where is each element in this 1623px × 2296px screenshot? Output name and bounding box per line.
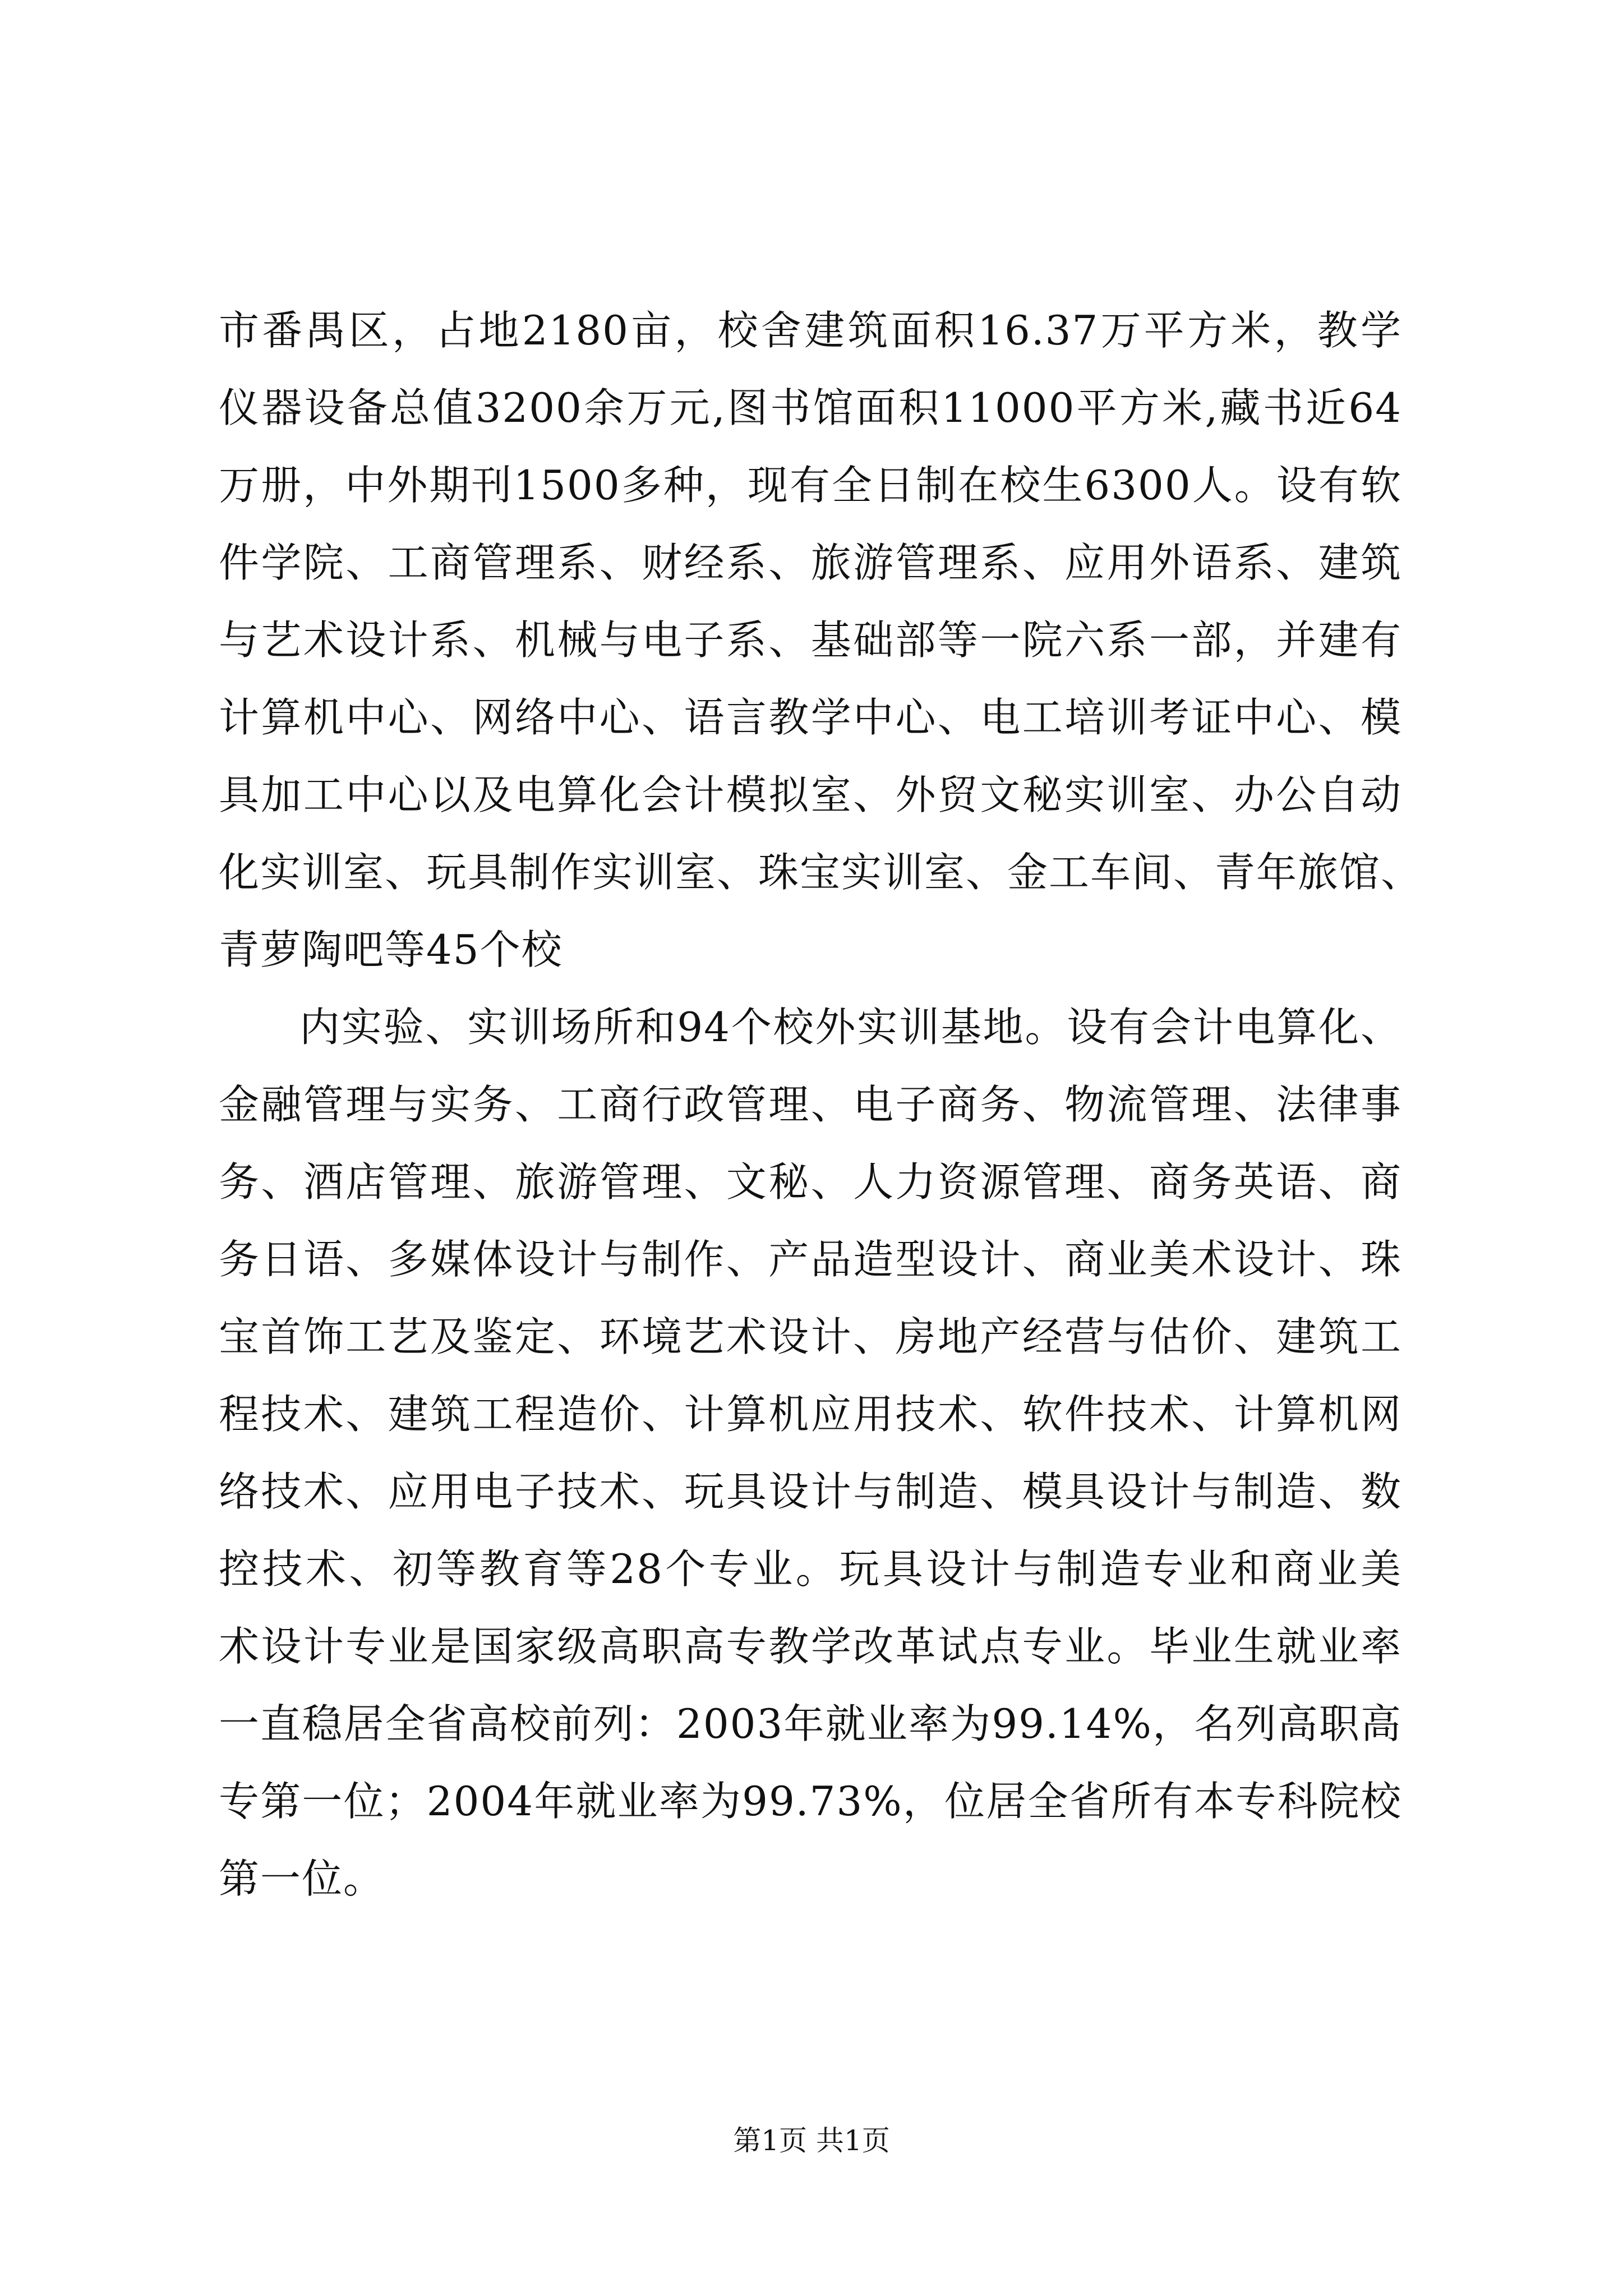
text-line: 仪器设备总值3200余万元,图书馆面积11000平方米,藏书近64 xyxy=(219,384,1402,431)
paragraph-2 xyxy=(219,988,1402,1917)
paragraph-1 xyxy=(219,292,1423,988)
text-line: 青萝陶吧等45个校 xyxy=(219,926,563,973)
text-line: 程技术、建筑工程造价、计算机应用技术、软件技术、计算机网 xyxy=(219,1391,1402,1438)
text-line: 宝首饰工艺及鉴定、环境艺术设计、房地产经营与估价、建筑工 xyxy=(219,1313,1402,1360)
text-line: 内实验、实训场所和94个校外实训基地。设有会计电算化、 xyxy=(299,1004,1402,1051)
document-body xyxy=(219,292,1423,1917)
text-line: 化实训室、玩具制作实训室、珠宝实训室、金工车间、青年旅馆、 xyxy=(219,849,1423,896)
text-line: 一直稳居全省高校前列：2003年就业率为99.14%，名列高职高 xyxy=(219,1700,1402,1747)
text-line: 控技术、初等教育等28个专业。玩具设计与制造专业和商业美 xyxy=(219,1545,1402,1593)
text-line: 万册，中外期刊1500多种，现有全日制在校生6300人。设有软 xyxy=(219,462,1402,509)
text-line: 专第一位；2004年就业率为99.73%，位居全省所有本专科院校 xyxy=(219,1778,1402,1825)
text-line: 计算机中心、网络中心、语言教学中心、电工培训考证中心、模 xyxy=(219,694,1402,741)
text-line: 与艺术设计系、机械与电子系、基础部等一院六系一部，并建有 xyxy=(219,616,1402,664)
text-line: 络技术、应用电子技术、玩具设计与制造、模具设计与制造、数 xyxy=(219,1468,1402,1515)
text-line: 件学院、工商管理系、财经系、旅游管理系、应用外语系、建筑 xyxy=(219,539,1402,586)
text-line: 具加工中心以及电算化会计模拟室、外贸文秘实训室、办公自动 xyxy=(219,771,1402,818)
text-line: 金融管理与实务、工商行政管理、电子商务、物流管理、法律事 xyxy=(219,1081,1402,1128)
text-line: 务日语、多媒体设计与制作、产品造型设计、商业美术设计、珠 xyxy=(219,1236,1402,1283)
text-line: 术设计专业是国家级高职高专教学改革试点专业。毕业生就业率 xyxy=(219,1623,1402,1670)
text-line: 务、酒店管理、旅游管理、文秘、人力资源管理、商务英语、商 xyxy=(219,1158,1402,1205)
text-line: 第一位。 xyxy=(219,1855,385,1902)
text-line: 市番禺区，占地2180亩，校舍建筑面积16.37万平方米，教学 xyxy=(219,307,1402,354)
page-number-footer: 第1页 共1页 xyxy=(733,2124,890,2157)
